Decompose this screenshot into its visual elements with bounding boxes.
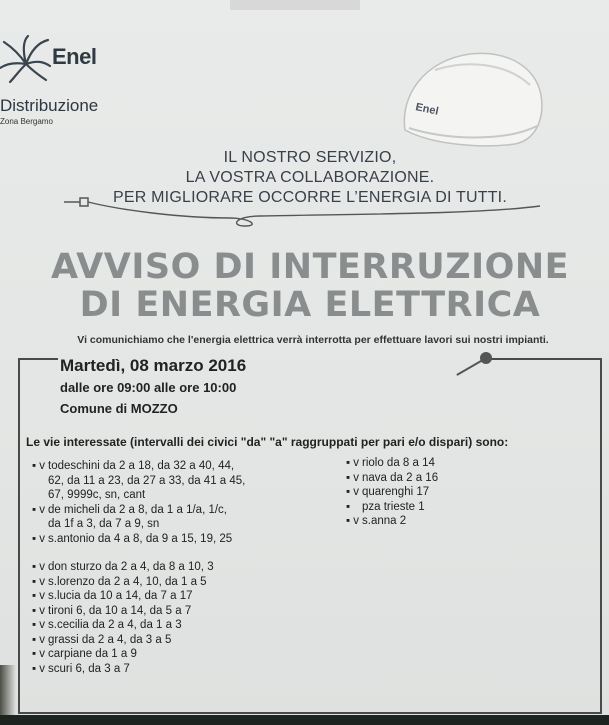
street-entry bbox=[32, 647, 214, 662]
street-entry bbox=[32, 517, 245, 532]
street-text: riolo da 8 a 14 bbox=[362, 457, 435, 469]
interruption-date: Martedì, 08 marzo 2016 bbox=[60, 356, 247, 375]
street-entry bbox=[346, 456, 438, 471]
street-text: nava da 2 a 16 bbox=[362, 471, 439, 484]
street-text: s.cecilia da 2 a 4, da 1 a 3 bbox=[48, 619, 182, 631]
street-entry bbox=[346, 485, 438, 500]
bullet-marker: ▪ v bbox=[32, 633, 46, 646]
helmet-logo-text: Enel bbox=[414, 101, 440, 118]
street-entry bbox=[32, 575, 214, 590]
bullet-marker: ▪ v bbox=[32, 575, 46, 588]
street-text: quarenghi 17 bbox=[362, 486, 430, 498]
street-entry bbox=[32, 532, 245, 547]
division-name: Distribuzione bbox=[0, 96, 99, 115]
slogan-line: IL NOSTRO SERVIZIO, bbox=[223, 149, 397, 166]
bullet-marker: ▪ v bbox=[346, 515, 360, 527]
street-text: grassi da 2 a 4, da 3 a 5 bbox=[48, 633, 172, 646]
street-entry bbox=[32, 662, 214, 677]
title-line: DI ENERGIA ELETTRICA bbox=[79, 285, 541, 325]
street-text: scuri 6, da 3 a 7 bbox=[48, 662, 130, 675]
bullet-marker: ▪ bbox=[346, 500, 351, 513]
street-text: tironi 6, da 10 a 14, da 5 a 7 bbox=[48, 604, 192, 617]
street-text: 67, 9999c, sn, cant bbox=[48, 489, 146, 501]
photo-shadow bbox=[0, 665, 16, 715]
bullet-marker: ▪ v bbox=[32, 662, 46, 675]
box-border-top bbox=[490, 358, 600, 360]
bullet-marker: ▪ v bbox=[32, 604, 46, 617]
plug-cable-icon bbox=[60, 188, 560, 228]
bullet-marker: ▪ v bbox=[346, 486, 360, 498]
street-text: s.antonio da 4 a 8, da 9 a 15, 19, 25 bbox=[48, 532, 233, 545]
bullet-marker: ▪ v bbox=[32, 648, 46, 660]
street-entry bbox=[32, 604, 214, 619]
streets-list-bottom bbox=[32, 560, 214, 676]
streets-list-left bbox=[32, 459, 245, 546]
street-entry bbox=[32, 474, 245, 489]
street-text: don sturzo da 2 a 4, da 8 a 10, 3 bbox=[48, 561, 214, 573]
title-line: AVVISO DI INTERRUZIONE bbox=[50, 247, 570, 287]
street-text: s.lorenzo da 2 a 4, 10, da 1 a 5 bbox=[48, 575, 207, 588]
street-text: de micheli da 2 a 8, da 1 a 1/a, 1/c, bbox=[48, 503, 228, 516]
intro-text: Vi comunichiamo che l'energia elettrica verrà interrotta per effettuare lavori sui nostri impianti. bbox=[77, 334, 549, 346]
bullet-marker: ▪ v bbox=[346, 471, 360, 484]
bullet-marker: ▪ v bbox=[32, 590, 46, 602]
street-text: s.anna 2 bbox=[362, 515, 407, 527]
street-text: pza trieste 1 bbox=[362, 500, 425, 513]
street-entry bbox=[346, 500, 438, 515]
bullet-marker: ▪ v bbox=[32, 460, 46, 472]
street-text: todeschini da 2 a 18, da 32 a 40, 44, bbox=[48, 460, 235, 472]
tape-strip bbox=[230, 0, 360, 10]
street-text: 62, da 11 a 23, da 27 a 33, da 41 a 45, bbox=[48, 474, 246, 487]
bullet-marker: ▪ v bbox=[32, 561, 46, 573]
street-entry bbox=[32, 503, 245, 518]
bullet-marker: ▪ v bbox=[32, 619, 46, 631]
street-entry bbox=[32, 488, 245, 503]
street-entry bbox=[32, 589, 214, 604]
street-entry bbox=[346, 514, 438, 529]
interruption-hours: dalle ore 09:00 alle ore 10:00 bbox=[60, 380, 237, 395]
street-text: da 1f a 3, da 7 a 9, sn bbox=[48, 518, 160, 530]
photo-edge bbox=[0, 715, 609, 725]
street-text: s.lucia da 10 a 14, da 7 a 17 bbox=[48, 590, 193, 602]
notice-title bbox=[30, 248, 590, 324]
bullet-marker: ▪ v bbox=[32, 503, 46, 516]
street-entry bbox=[32, 633, 214, 648]
streets-list-right bbox=[346, 456, 438, 529]
street-entry bbox=[32, 459, 245, 474]
slogan-line: LA VOSTRA COLLABORAZIONE. bbox=[185, 169, 435, 186]
street-text: carpiane da 1 a 9 bbox=[48, 648, 137, 660]
zone-label: Zona Bergamo bbox=[0, 117, 53, 126]
bullet-marker: ▪ v bbox=[346, 457, 360, 469]
comune-name: Comune di MOZZO bbox=[60, 401, 178, 416]
streets-heading: Le vie interessate (intervalli dei civici "da" "a" raggruppati per pari e/o dispari) sono: bbox=[26, 435, 509, 449]
box-border-top bbox=[18, 358, 58, 360]
street-entry bbox=[346, 471, 438, 486]
bullet-marker: ▪ v bbox=[32, 532, 46, 545]
helmet-icon bbox=[395, 40, 547, 150]
pin-icon bbox=[480, 352, 492, 364]
slogan-line: PER MIGLIORARE OCCORRE L’ENERGIA DI TUTTI. bbox=[113, 189, 507, 206]
street-entry bbox=[32, 618, 214, 633]
street-entry bbox=[32, 560, 214, 575]
brand-name: Enel bbox=[52, 44, 97, 69]
